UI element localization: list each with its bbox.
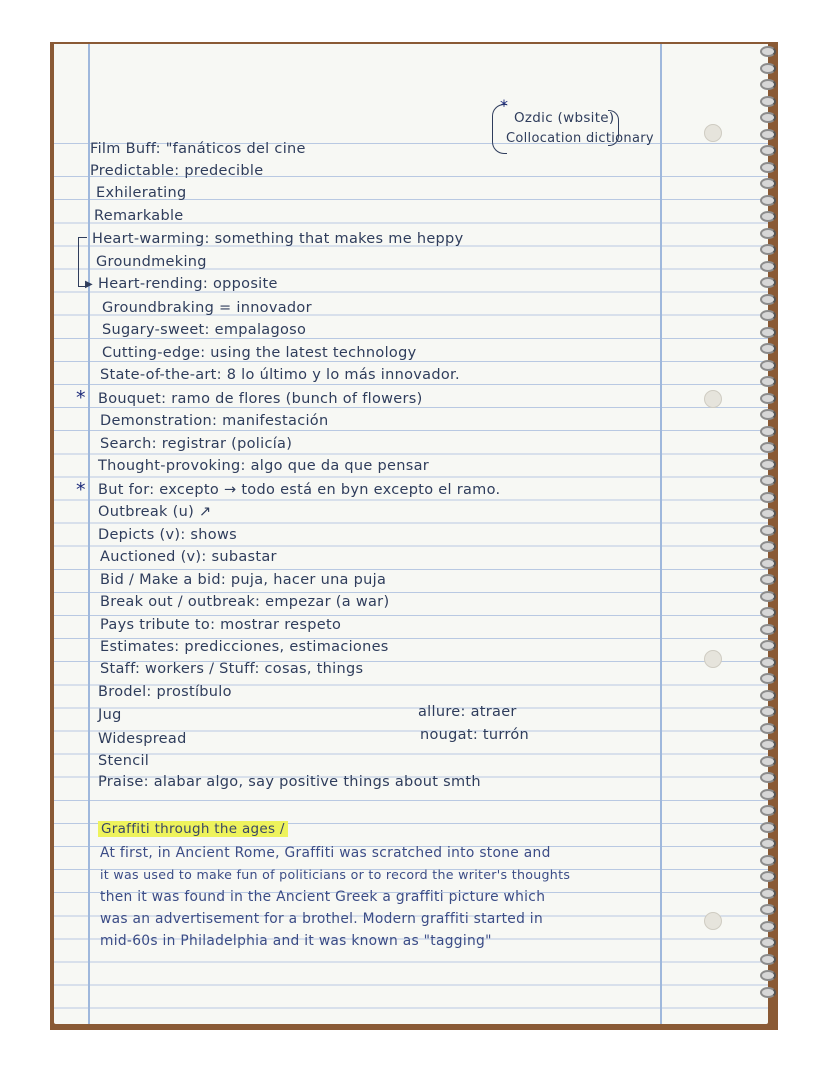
- spiral-coil: [760, 277, 776, 288]
- spiral-coil: [760, 921, 776, 932]
- spiral-coil: [760, 937, 776, 948]
- spiral-coil: [760, 640, 776, 651]
- spiral-coil: [760, 855, 776, 866]
- spiral-coil: [760, 541, 776, 552]
- spiral-coil: [760, 690, 776, 701]
- spiral-coil: [760, 987, 776, 998]
- vocab-line: Bouquet: ramo de flores (bunch of flowers): [98, 391, 423, 407]
- star-mark: *: [76, 479, 86, 501]
- spiral-coil: [760, 574, 776, 585]
- spiral-coil: [760, 525, 776, 536]
- vocab-line: Bid / Make a bid: puja, hacer una puja: [100, 572, 387, 588]
- vocab-line-right: nougat: turrón: [420, 727, 530, 743]
- vocab-line: Groundbraking = innovador: [102, 300, 312, 316]
- spiral-coil: [760, 360, 776, 371]
- vocab-line: Predictable: predecible: [90, 163, 264, 179]
- spiral-coil: [760, 129, 776, 140]
- vocab-line: Cutting-edge: using the latest technology: [102, 345, 417, 361]
- spiral-coil: [760, 970, 776, 981]
- vocab-line: Auctioned (v): subastar: [100, 549, 277, 565]
- spiral-coil: [760, 607, 776, 618]
- spiral-coil: [760, 426, 776, 437]
- corner-note-line-1: Ozdic (wbsite): [514, 110, 615, 126]
- punch-hole: [704, 650, 722, 668]
- spiral-coil: [760, 294, 776, 305]
- vocab-line: Pays tribute to: mostrar respeto: [100, 617, 342, 633]
- spiral-coil: [760, 723, 776, 734]
- vocab-line: Jug: [98, 707, 122, 723]
- spiral-coil: [760, 46, 776, 57]
- paragraph-line: was an advertisement for a brothel. Modern graffiti started in: [100, 911, 543, 927]
- spiral-coil: [760, 954, 776, 965]
- spiral-coil: [760, 376, 776, 387]
- spiral-coil: [760, 624, 776, 635]
- spiral-coil: [760, 261, 776, 272]
- margin-line: [88, 44, 90, 1024]
- spiral-coil: [760, 96, 776, 107]
- vocab-line: Depicts (v): shows: [98, 527, 237, 543]
- spiral-coil: [760, 822, 776, 833]
- vocab-line: Search: registrar (policía): [100, 436, 293, 452]
- spiral-coil: [760, 706, 776, 717]
- vocab-line: Remarkable: [94, 208, 184, 224]
- vocab-line: Sugary-sweet: empalagoso: [102, 322, 307, 338]
- spiral-coil: [760, 145, 776, 156]
- vocab-line: Demonstration: manifestación: [100, 413, 329, 429]
- spiral-coil: [760, 310, 776, 321]
- vocab-line: Exhilerating: [96, 185, 187, 201]
- spiral-coil: [760, 112, 776, 123]
- vocab-line: Heart-warming: something that makes me heppy: [92, 231, 464, 247]
- spiral-coil: [760, 492, 776, 503]
- spiral-coil: [760, 393, 776, 404]
- bracket-arrow-icon: ▶: [85, 279, 93, 290]
- spiral-coil: [760, 409, 776, 420]
- vocab-line: Outbreak (u) ↗: [98, 504, 212, 520]
- spiral-coil: [760, 739, 776, 750]
- spiral-coil: [760, 904, 776, 915]
- vocab-line: Brodel: prostíbulo: [98, 684, 232, 700]
- vocab-line-right: allure: atraer: [418, 704, 517, 720]
- spiral-coil: [760, 838, 776, 849]
- spiral-coil: [760, 244, 776, 255]
- vocab-line: Staff: workers / Stuff: cosas, things: [100, 661, 364, 677]
- vocab-line: State-of-the-art: 8 lo último y lo más innovador.: [100, 367, 460, 383]
- vocab-line: Heart-rending: opposite: [98, 276, 278, 292]
- spiral-coil: [760, 871, 776, 882]
- vocab-line: But for: excepto → todo está en byn excepto el ramo.: [98, 482, 501, 498]
- spiral-coil: [760, 888, 776, 899]
- spiral-coil: [760, 591, 776, 602]
- spiral-coil: [760, 442, 776, 453]
- spiral-coil: [760, 79, 776, 90]
- spiral-coil: [760, 772, 776, 783]
- spiral-coil: [760, 475, 776, 486]
- paragraph-line: mid-60s in Philadelphia and it was known as "tagging": [100, 933, 492, 949]
- spiral-coil: [760, 195, 776, 206]
- punch-hole: [704, 124, 722, 142]
- spiral-coil: [760, 459, 776, 470]
- vocab-line: Thought-provoking: algo que da que pensar: [98, 458, 430, 474]
- right-margin-line: [660, 44, 662, 1024]
- vocab-line: Break out / outbreak: empezar (a war): [100, 594, 390, 610]
- vocab-line: Estimates: predicciones, estimaciones: [100, 639, 389, 655]
- vocab-line: Stencil: [98, 753, 150, 769]
- spiral-coil: [760, 327, 776, 338]
- paragraph-line: it was used to make fun of politicians or to record the writer's thoughts: [100, 867, 571, 882]
- spiral-coil: [760, 508, 776, 519]
- spiral-coil: [760, 211, 776, 222]
- vocab-line: Praise: alabar algo, say positive things about smth: [98, 774, 481, 790]
- section-title: Graffiti through the ages /: [98, 821, 288, 837]
- paragraph-line: then it was found in the Ancient Greek a graffiti picture which: [100, 889, 546, 905]
- spiral-coil: [760, 805, 776, 816]
- spiral-coil: [760, 756, 776, 767]
- vocab-line: Widespread: [98, 731, 187, 747]
- spiral-coil: [760, 178, 776, 189]
- corner-note-line-2: Collocation dictionary: [506, 131, 654, 146]
- spiral-coil: [760, 63, 776, 74]
- paragraph-line: At first, in Ancient Rome, Graffiti was scratched into stone and: [100, 845, 551, 861]
- spiral-binding: [756, 40, 778, 1030]
- punch-hole: [704, 390, 722, 408]
- spiral-coil: [760, 162, 776, 173]
- spiral-coil: [760, 343, 776, 354]
- spiral-coil: [760, 789, 776, 800]
- spiral-coil: [760, 673, 776, 684]
- corner-star: *: [500, 96, 508, 115]
- star-mark: *: [76, 387, 86, 409]
- vocab-line: Groundmeking: [96, 254, 207, 270]
- spiral-coil: [760, 657, 776, 668]
- vocab-line: Film Buff: "fanáticos del cine: [90, 141, 306, 157]
- spiral-coil: [760, 558, 776, 569]
- spiral-coil: [760, 228, 776, 239]
- punch-hole: [704, 912, 722, 930]
